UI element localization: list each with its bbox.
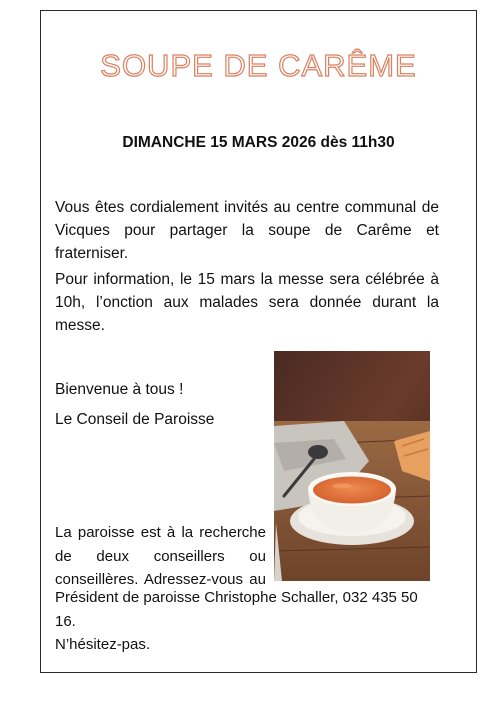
recruitment-line: La paroisse est à la recherche: [55, 524, 266, 541]
signature-text: Le Conseil de Paroisse: [55, 411, 215, 428]
page-title: SOUPE DE CARÊME: [100, 48, 417, 83]
recruitment-line: Président de paroisse Christophe Schaller, 032 435 50 16.: [55, 589, 418, 630]
recruitment-line: N’hésitez-pas.: [55, 636, 151, 653]
invitation-paragraph: Vous êtes cordialement invités au centre communal de Vicques pour partager la soupe de Carême et fraterniser.: [55, 199, 439, 262]
recruitment-line: de deux conseillers ou: [55, 547, 266, 565]
recruitment-contact: [55, 586, 439, 657]
mass-information-paragraph: Pour information, le 15 mars la messe sera célébrée à 10h, l’onction aux malades sera donnée durant la messe.: [55, 271, 439, 334]
recruitment-notice: [55, 521, 266, 592]
soup-photo: [274, 351, 430, 581]
welcome-text: Bienvenue à tous !: [55, 381, 184, 398]
recruitment-line: conseillères. Adressez-vous au: [55, 571, 266, 588]
event-date: DIMANCHE 15 MARS 2026 dès 11h30: [122, 134, 395, 151]
